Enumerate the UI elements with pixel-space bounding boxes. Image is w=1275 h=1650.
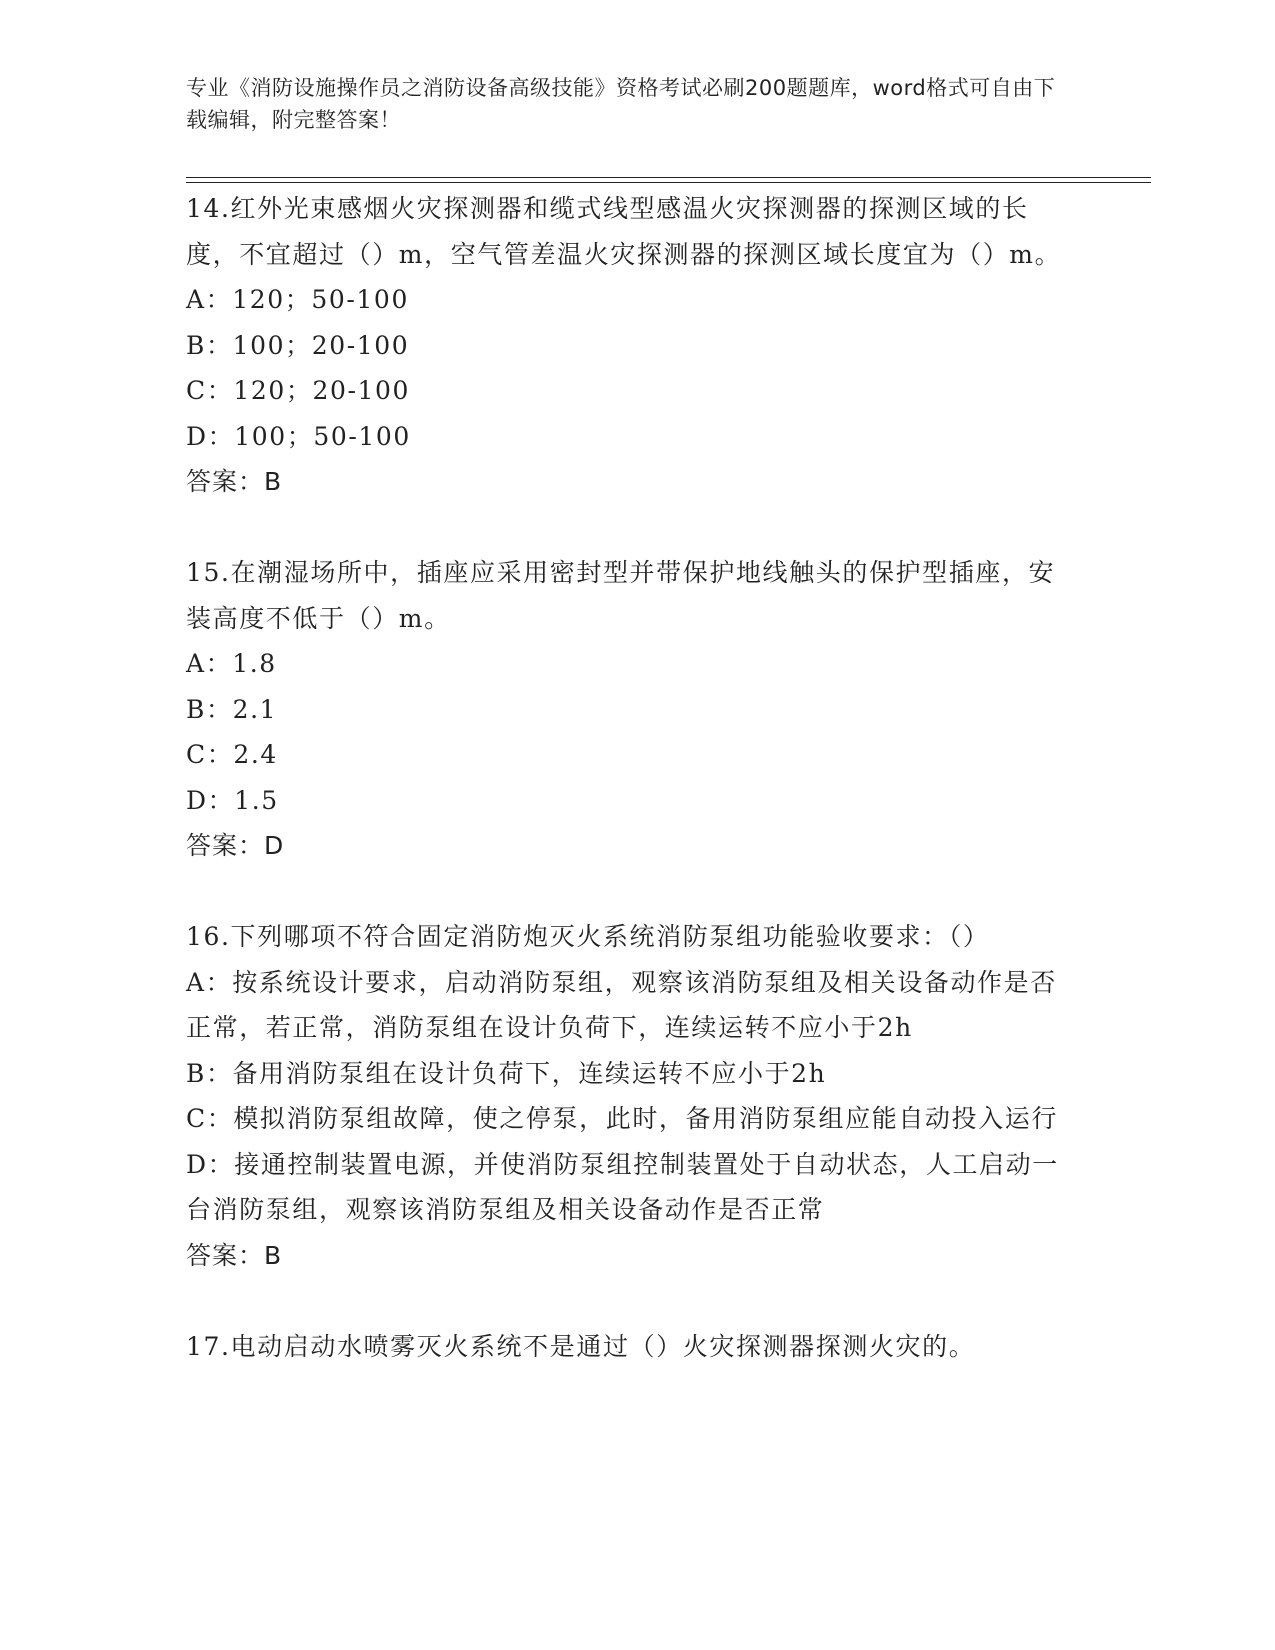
option-d: D：1.5: [186, 785, 279, 815]
question-stem: 17.电动启动水喷雾灭火系统不是通过（）火灾探测器探测火灾的。: [186, 1331, 976, 1361]
option-a: A：1.8: [186, 649, 277, 678]
option-c: C：模拟消防泵组故障，使之停泵，此时，备用消防泵组应能自动投入运行: [186, 1104, 1058, 1133]
question-list: [186, 186, 1066, 1369]
option-b: B：100；20-100: [186, 330, 410, 360]
answer: 答案：B: [186, 1240, 283, 1270]
question-14: [186, 186, 1066, 505]
question-gap: [186, 505, 1066, 551]
option-d: D：接通控制装置电源，并使消防泵组控制装置处于自动状态，人工启动一台消防泵组，观察该消防泵组及相关设备动作是否正常: [186, 1149, 1059, 1224]
page-header: 专业《消防设施操作员之消防设备高级技能》资格考试必刷200题题库，word格式可自由下载编辑，附完整答案！: [186, 76, 1056, 132]
question-16: [186, 914, 1066, 1278]
option-c: C：120；20-100: [186, 376, 411, 405]
header-double-rule: [186, 177, 1151, 183]
question-17: [186, 1324, 1066, 1370]
option-b: B：备用消防泵组在设计负荷下，连续运转不应小于2h: [186, 1058, 827, 1088]
question-gap: [186, 869, 1066, 915]
option-b: B：2.1: [186, 694, 278, 724]
question-gap: [186, 1278, 1066, 1324]
question-stem: 16.下列哪项不符合固定消防炮灭火系统消防泵组功能验收要求：（）: [186, 922, 990, 951]
option-d: D：100；50-100: [186, 421, 411, 451]
option-a: A：按系统设计要求，启动消防泵组，观察该消防泵组及相关设备动作是否正常，若正常，消防泵组在设计负荷下，连续运转不应小于2h: [186, 967, 1057, 1042]
question-stem: 15.在潮湿场所中，插座应采用密封型并带保护地线触头的保护型插座，安装高度不低于（）m。: [186, 558, 1056, 633]
answer: 答案：B: [186, 467, 283, 496]
question-stem: 14.红外光束感烟火灾探测器和缆式线型感温火灾探测器的探测区域的长度，不宜超过（）m，空气管差温火灾探测器的探测区域长度宜为（）m。: [186, 194, 1062, 269]
option-c: C：2.4: [186, 740, 278, 769]
option-a: A：120；50-100: [186, 285, 409, 314]
answer: 答案：D: [186, 831, 285, 860]
question-15: [186, 550, 1066, 869]
